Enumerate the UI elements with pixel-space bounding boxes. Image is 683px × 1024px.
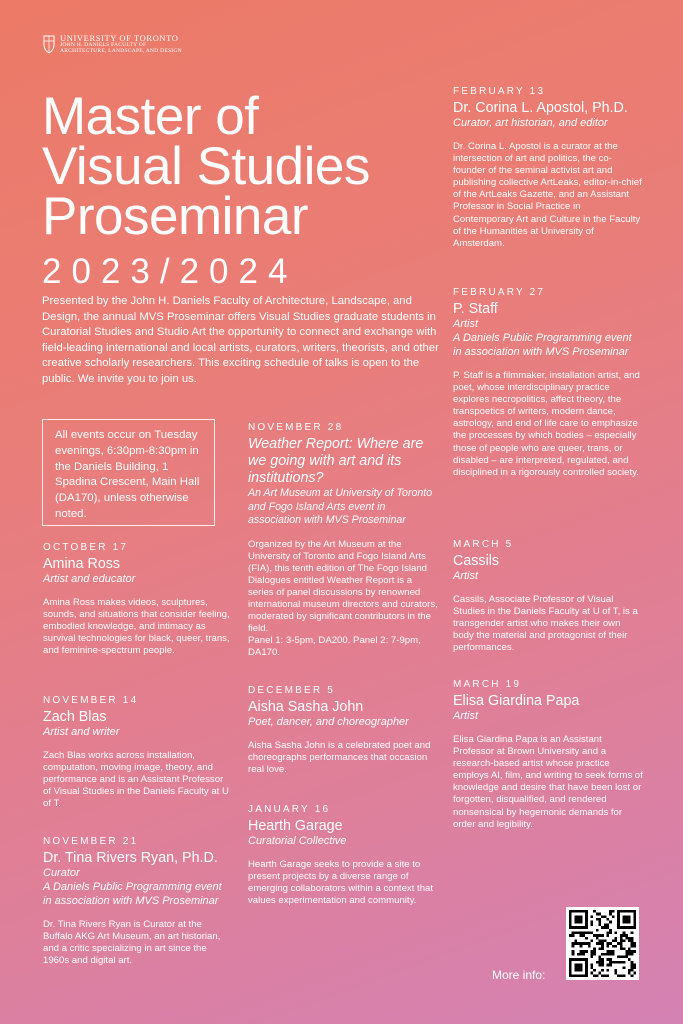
event-role: Poet, dancer, and choreographer <box>248 716 409 728</box>
event-oct17 <box>43 542 233 657</box>
event-date: FEBRUARY 13 <box>453 86 546 97</box>
event-dec5 <box>248 685 438 776</box>
event-role: Artist and writer <box>43 726 120 738</box>
event-jan16 <box>248 804 438 907</box>
event-date: FEBRUARY 27 <box>453 287 546 298</box>
event-speaker: Dr. Tina Rivers Ryan, Ph.D. <box>43 850 218 866</box>
event-mar19 <box>453 679 643 831</box>
event-date: NOVEMBER 28 <box>248 422 344 433</box>
intro-paragraph: Presented by the John H. Daniels Faculty of Architecture, Landscape, and Design, the annual MVS Proseminar offers Visual Studies graduate students in Curatorial Studies and Studio Art the opportunity to connect and exchange with field-leading international and local artists, curators, writers, theorists, and other creative scholarly researchers. This exciting schedule of talks is open to the public. We invite you to join us. <box>42 295 439 385</box>
event-speaker: Elisa Giardina Papa <box>453 693 580 709</box>
crest-icon <box>43 34 55 54</box>
more-info-label: More info: <box>492 968 546 982</box>
event-note: A Daniels Public Programming event in association with MVS Proseminar <box>43 881 222 907</box>
event-role: Curator, art historian, and editor <box>453 117 608 129</box>
logo-university: UNIVERSITY OF TORONTO <box>60 33 179 43</box>
university-logo <box>43 34 182 55</box>
event-speaker: Amina Ross <box>43 556 121 572</box>
event-description: Cassils, Associate Professor of Visual Studies in the Daniels Faculty at U of T, is a transgender artist who makes their own body the material and protagonist of their performances. <box>453 594 638 654</box>
title-line-1: Master of <box>42 87 259 146</box>
event-feb13 <box>453 86 643 250</box>
event-description: Amina Ross makes videos, sculptures, sounds, and situations that consider feeling, embodied knowledge, and intimacy as survival technologies for black, queer, trans, and feminine-spectrum people. <box>43 597 230 657</box>
event-role: Artist and educator <box>43 573 136 585</box>
event-date: MARCH 19 <box>453 679 522 690</box>
event-description: Elisa Giardina Papa is an Assistant Professor at Brown University and a research-based artist whose practice employs AI, film, and writing to seek forms of knowledge and desire that have been lost or forgotten, disqualified, and rendered nonsensical by hegemonic demands for order and legibility. <box>453 734 643 830</box>
event-title: Weather Report: Where are we going with art and its institutions? <box>248 436 424 486</box>
logo-faculty-line1: JOHN H. DANIELS FACULTY OF <box>60 41 147 48</box>
title-years: 2023/2024 <box>42 252 298 291</box>
event-date: NOVEMBER 21 <box>43 836 139 847</box>
event-role: Artist <box>453 570 479 582</box>
event-description: Aisha Sasha John is a celebrated poet and choreographs performances that occasion real love. <box>248 740 431 776</box>
event-role: Curator <box>43 867 80 879</box>
event-date: OCTOBER 17 <box>43 542 129 553</box>
event-description: Zach Blas works across installation, computation, moving image, theory, and performance and is an Assistant Professor of Visual Studies in the Daniels Faculty at U of T. <box>43 750 229 810</box>
event-speaker: Zach Blas <box>43 709 107 725</box>
event-role: Artist <box>453 710 479 722</box>
info-box: All events occur on Tuesday evenings, 6:30pm-8:30pm in the Daniels Building, 1 Spadina Crescent, Main Hall (DA170), unless otherwise noted. <box>42 419 215 526</box>
event-description: P. Staff is a filmmaker, installation artist, and poet, whose interdisciplinary practice explores necropolitics, affect theory, the transpoetics of writers, modern dance, astrology, and end of life care to emphasize the processes by which bodies – especially those of people who are queer, trans, or disabled – are interpreted, regulated, and disciplined in a rigorously controlled society. <box>453 370 640 478</box>
title-line-3: Proseminar <box>42 187 308 246</box>
event-feb27 <box>453 287 643 479</box>
event-date: NOVEMBER 14 <box>43 695 139 706</box>
event-date: MARCH 5 <box>453 539 514 550</box>
event-note: A Daniels Public Programming event in association with MVS Proseminar <box>453 332 632 358</box>
event-date: JANUARY 16 <box>248 804 331 815</box>
event-mar5 <box>453 539 643 654</box>
event-description: Dr. Tina Rivers Ryan is Curator at the Buffalo AKG Art Museum, an art historian, and a critic specializing in art since the 1960s and digital art. <box>43 919 221 967</box>
title-line-2: Visual Studies <box>42 137 370 196</box>
event-description: Hearth Garage seeks to provide a site to present projects by a diverse range of emerging collaborators within a context that values experimentation and community. <box>248 859 434 907</box>
event-speaker: Aisha Sasha John <box>248 699 364 715</box>
event-date: DECEMBER 5 <box>248 685 336 696</box>
event-nov14 <box>43 695 233 810</box>
event-nov28 <box>248 422 438 659</box>
event-nov21 <box>43 836 233 967</box>
qr-code-icon[interactable] <box>566 907 639 980</box>
event-description: Dr. Corina L. Apostol is a curator at the intersection of art and politics, the co-founder of the seminal activist art and publishing collective ArtLeaks, editor-in-chief of the ArtLeaks Gazette, and an Assistant Professor in Social Practice in Contemporary Art and Culture in the Faculty of the Humanities at University of Amsterdam. <box>453 141 642 249</box>
event-speaker: Hearth Garage <box>248 818 343 834</box>
event-speaker: Dr. Corina L. Apostol, Ph.D. <box>453 100 628 116</box>
logo-faculty-line2: ARCHITECTURE, LANDSCAPE, AND DESIGN <box>60 47 182 54</box>
page-title <box>42 87 422 246</box>
event-note: An Art Museum at University of Toronto and Fogo Island Arts event in association with MVS Proseminar <box>248 487 433 526</box>
event-panels: Panel 1: 3-5pm, DA200. Panel 2: 7-9pm, DA170. <box>248 635 421 659</box>
event-role: Artist <box>453 318 479 330</box>
event-description: Organized by the Art Museum at the University of Toronto and Fogo Island Arts (FIA), this tenth edition of The Fogo Island Dialogues entitled Weather Report is a series of panel discussions by renowned international museum directors and curators, moderated by significant contributors in the field. <box>248 538 438 635</box>
event-speaker: P. Staff <box>453 301 498 317</box>
event-speaker: Cassils <box>453 553 500 569</box>
event-role: Curatorial Collective <box>248 835 347 847</box>
